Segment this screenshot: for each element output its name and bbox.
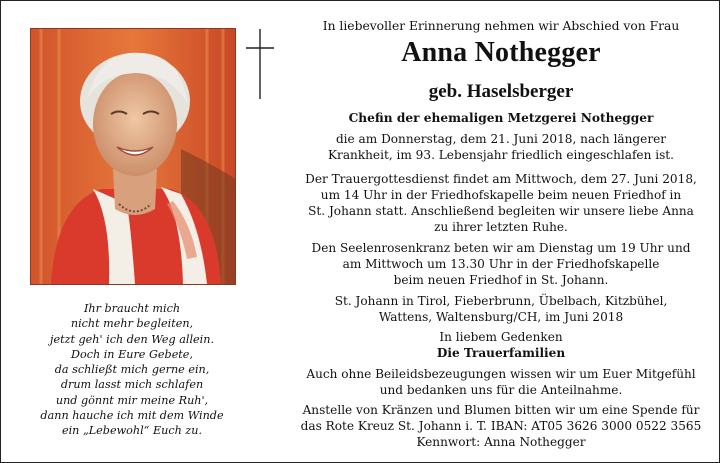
funeral-line: St. Johann statt. Anschließend begleiten wir unsere liebe Anna bbox=[308, 204, 694, 218]
condolence-line: und bedanken uns für die Anteilnahme. bbox=[379, 383, 623, 397]
places-line: Wattens, Waltensburg/CH, im Juni 2018 bbox=[378, 310, 624, 324]
poem-line: Ihr braucht mich bbox=[83, 302, 181, 315]
cross-icon bbox=[245, 27, 275, 101]
condolence-note bbox=[289, 366, 713, 398]
funeral-info bbox=[289, 171, 713, 235]
poem-line: Doch in Eure Gebete, bbox=[71, 347, 193, 361]
poem-line: ein „Lebewohl“ Euch zu. bbox=[61, 424, 202, 438]
funeral-line: um 14 Uhr in der Friedhofskapelle beim neuen Friedhof in bbox=[320, 188, 682, 202]
funeral-line: zu ihrer letzten Ruhe. bbox=[434, 220, 568, 234]
death-notice bbox=[289, 131, 713, 163]
funeral-line: Der Trauergottesdienst findet am Mittwoch, dem 27. Juni 2018, bbox=[305, 172, 697, 186]
poem-line: dann hauche ich mit dem Winde bbox=[40, 409, 224, 423]
places-date bbox=[289, 293, 713, 325]
family-signature: Die Trauerfamilien bbox=[436, 346, 566, 360]
portrait-photo bbox=[30, 28, 236, 285]
portrait-image bbox=[31, 29, 235, 284]
rosary-line: am Mittwoch um 13.30 Uhr in der Friedhofskapelle bbox=[342, 257, 660, 271]
poem-line: und gönnt mir meine Ruh', bbox=[55, 393, 209, 407]
poem-line: drum lasst mich schlafen bbox=[60, 378, 204, 392]
memory-line: In liebem Gedenken bbox=[439, 330, 563, 344]
donation-note bbox=[289, 402, 713, 450]
birth-name: geb. Haselsberger bbox=[428, 81, 574, 102]
rosary-info bbox=[289, 240, 713, 288]
death-line: die am Donnerstag, dem 21. Juni 2018, nach längerer bbox=[335, 132, 667, 146]
donation-line: das Rote Kreuz St. Johann i. T. IBAN: AT05 3626 3000 0522 3565 bbox=[300, 419, 702, 433]
donation-line: Anstelle von Kränzen und Blumen bitten wir um eine Spende für bbox=[302, 403, 700, 417]
donation-line: Kennwort: Anna Nothegger bbox=[416, 435, 586, 449]
poem-line: jetzt geh' ich den Weg allein. bbox=[49, 332, 214, 346]
rosary-line: beim neuen Friedhof in St. Johann. bbox=[393, 273, 609, 287]
death-line: Krankheit, im 93. Lebensjahr friedlich eingeschlafen ist. bbox=[328, 148, 674, 162]
places-line: St. Johann in Tirol, Fieberbrunn, Übelbach, Kitzbühel, bbox=[334, 294, 668, 308]
rosary-line: Den Seelenrosenkranz beten wir am Dienstag um 19 Uhr und bbox=[311, 241, 691, 255]
condolence-line: Auch ohne Beileidsbezeugungen wissen wir um Euer Mitgefühl bbox=[306, 367, 696, 381]
deceased-name: Anna Nothegger bbox=[401, 37, 601, 68]
memory-block bbox=[289, 329, 713, 361]
poem-line: nicht mehr begleiten, bbox=[70, 317, 194, 331]
poem bbox=[23, 301, 241, 439]
intro-line: In liebevoller Erinnerung nehmen wir Abschied von Frau bbox=[322, 19, 680, 33]
poem-line: da schließt mich gerne ein, bbox=[54, 363, 210, 377]
deceased-role: Chefin der ehemaligen Metzgerei Nothegger bbox=[348, 111, 654, 125]
